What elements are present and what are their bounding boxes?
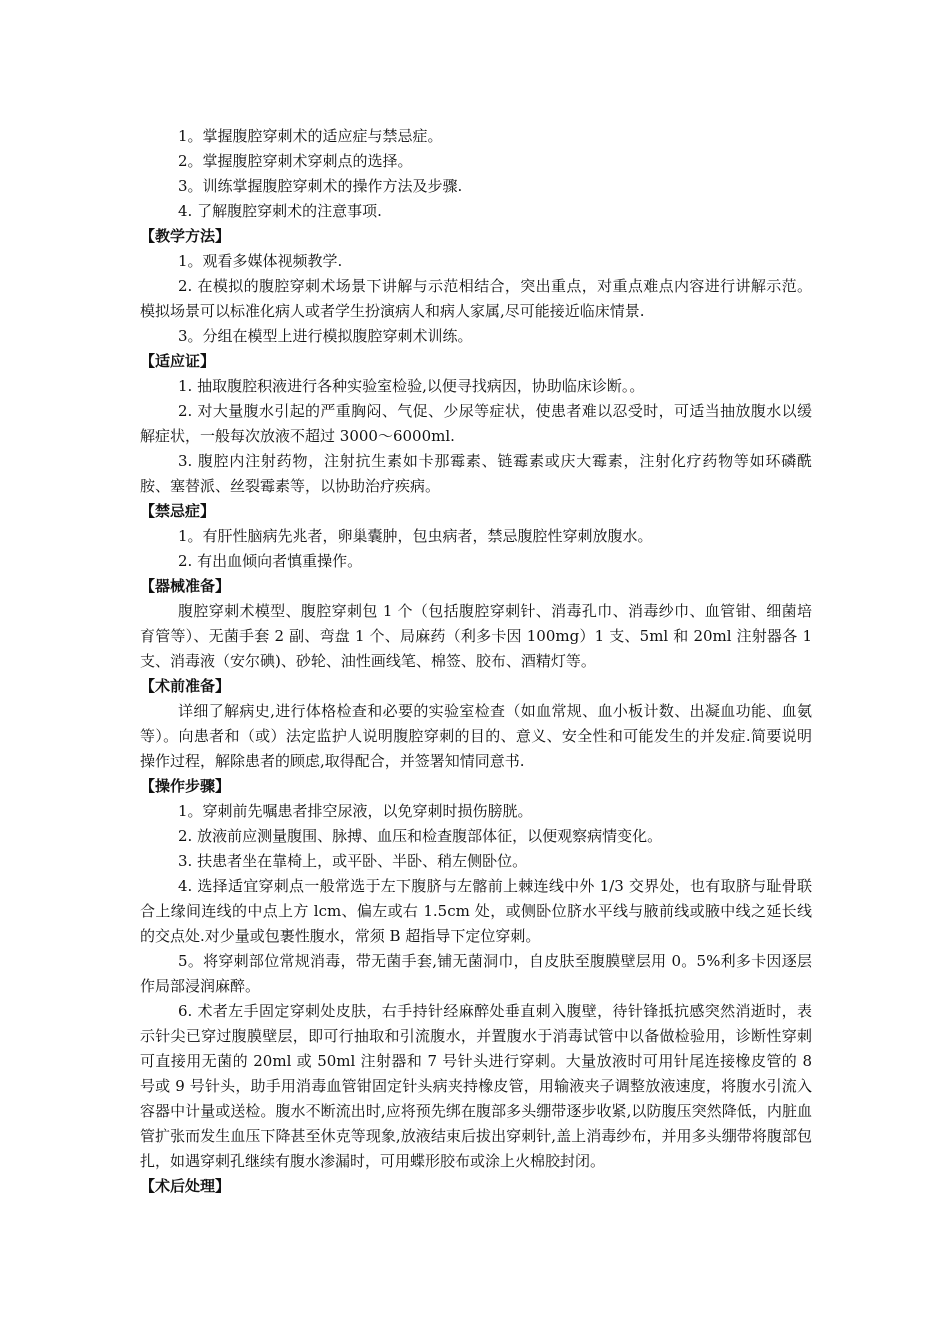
contraindications-item: 1。有肝性脑病先兆者，卵巢囊肿，包虫病者，禁忌腹腔性穿刺放腹水。 xyxy=(178,527,653,545)
indications-item: 3. 腹腔内注射药物，注射抗生素如卡那霉素、链霉素或庆大霉素，注射化疗药物等如环磷酰胺、塞替派、丝裂霉素等，以协助治疗疾病。 xyxy=(140,452,812,495)
preparation-item: 详细了解病史,进行体格检查和必要的实验室检查（如血常规、血小板计数、出凝血功能、血氨等）。向患者和（或）法定监护人说明腹腔穿刺的目的、意义、安全性和可能发生的并发症.简要说明操作过程，解除患者的顾虑,取得配合，并签署知情同意书. xyxy=(140,702,812,770)
section-heading-postop: 【术后处理】 xyxy=(140,1177,231,1195)
step-item: 5。将穿刺部位常规消毒，带无菌手套,铺无菌洞巾，自皮肤至腹膜壁层用 0。5%利多卡因逐层作局部浸润麻醉。 xyxy=(140,952,812,995)
objective-item: 2。掌握腹腔穿刺术穿刺点的选择。 xyxy=(178,152,413,170)
section-heading-preparation: 【术前准备】 xyxy=(140,677,231,695)
objective-item: 1。掌握腹腔穿刺术的适应症与禁忌症。 xyxy=(178,127,443,145)
indications-item: 1. 抽取腹腔积液进行各种实验室检验,以便寻找病因，协助临床诊断。。 xyxy=(178,377,645,395)
step-item: 3. 扶患者坐在靠椅上，或平卧、半卧、稍左侧卧位。 xyxy=(178,852,528,870)
step-item: 6. 术者左手固定穿刺处皮肤，右手持针经麻醉处垂直刺入腹壁，待针锋抵抗感突然消逝时，表示针尖已穿过腹膜壁层，即可行抽取和引流腹水，并置腹水于消毒试管中以备做检验用，诊断性穿刺可直接用无菌的 20ml 或 50ml 注射器和 7 号针头进行穿刺。大量放液时可用针尾连接橡皮管的 8 号或 9 号针头，助手用消毒血管钳固定针头病夹持橡皮管，用输液夹子调整放液速度，将腹水引流入容器中计量或送检。腹水不断流出时,应将预先绑在腹部多头绷带逐步收紧,以防腹压突然降低，内脏血管扩张而发生血压下降甚至休克等现象,放液结束后拔出穿刺针,盖上消毒纱布，并用多头绷带将腹部包扎，如遇穿刺孔继续有腹水渗漏时，可用蝶形胶布或涂上火棉胶封闭。 xyxy=(140,1002,812,1170)
objective-item: 4. 了解腹腔穿刺术的注意事项. xyxy=(178,202,382,220)
section-heading-equipment: 【器械准备】 xyxy=(140,577,231,595)
equipment-item: 腹腔穿刺术模型、腹腔穿刺包 1 个（包括腹腔穿刺针、消毒孔巾、消毒纱巾、血管钳、细菌培育管等）、无菌手套 2 副、弯盘 1 个、局麻药（利多卡因 100mg）1 支、5ml 和 20ml 注射器各 1 支、消毒液（安尔碘)、砂轮、油性画线笔、棉签、胶布、酒精灯等。 xyxy=(140,602,812,670)
section-heading-steps: 【操作步骤】 xyxy=(140,777,231,795)
methods-item: 3。分组在模型上进行模拟腹腔穿刺术训练。 xyxy=(178,327,473,345)
step-item: 1。穿刺前先嘱患者排空尿液，以免穿刺时损伤膀胱。 xyxy=(178,802,533,820)
step-item: 2. 放液前应测量腹围、脉搏、血压和检查腹部体征，以便观察病情变化。 xyxy=(178,827,663,845)
contraindications-item: 2. 有出血倾向者慎重操作。 xyxy=(178,552,363,570)
step-item: 4. 选择适宜穿刺点一般常选于左下腹脐与左髂前上棘连线中外 1/3 交界处，也有取脐与耻骨联合上缘间连线的中点上方 lcm、偏左或右 1.5cm 处，或侧卧位脐水平线与腋前线或腋中线之延长线的交点处.对少量或包裹性腹水，常须 B 超指导下定位穿刺。 xyxy=(140,877,812,945)
indications-item: 2. 对大量腹水引起的严重胸闷、气促、少尿等症状，使患者难以忍受时，可适当抽放腹水以缓解症状，一般每次放液不超过 3000～6000ml. xyxy=(140,402,812,445)
section-heading-contraindications: 【禁忌症】 xyxy=(140,502,216,520)
objective-item: 3。训练掌握腹腔穿刺术的操作方法及步骤. xyxy=(178,177,463,195)
section-heading-methods: 【教学方法】 xyxy=(140,227,231,245)
section-heading-indications: 【适应证】 xyxy=(140,352,216,370)
methods-item: 1。观看多媒体视频教学. xyxy=(178,252,343,270)
methods-item: 2. 在模拟的腹腔穿刺术场景下讲解与示范相结合，突出重点，对重点难点内容进行讲解示范。模拟场景可以标准化病人或者学生扮演病人和病人家属,尽可能接近临床情景. xyxy=(140,277,812,320)
document-body xyxy=(140,124,812,1199)
